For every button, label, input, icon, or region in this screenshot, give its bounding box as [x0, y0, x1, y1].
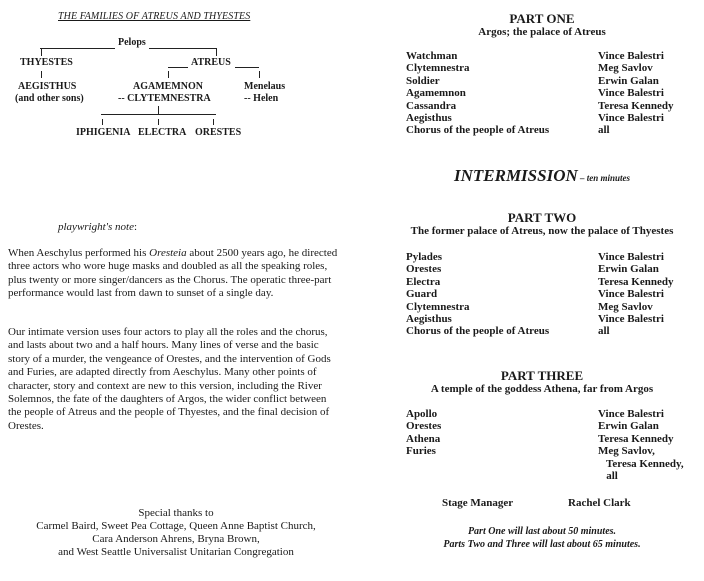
cast-role: Athena — [406, 432, 441, 445]
cast-actor: Teresa Kennedy, — [598, 457, 684, 470]
cast-role: Soldier — [406, 74, 440, 87]
cast-row — [406, 263, 696, 275]
tree-node-agamemnon: AGAMEMNON — [133, 81, 203, 92]
cast-row — [406, 313, 696, 325]
cast-actor: Erwin Galan — [598, 420, 659, 433]
tree-node-aegisthus: AEGISTHUS — [18, 81, 77, 92]
note-text: When Aeschylus performed his — [8, 247, 150, 259]
cast-actor: Erwin Galan — [598, 74, 659, 87]
note-heading-text: playwright's note — [58, 221, 134, 233]
tree-node-orestes: ORESTES — [195, 127, 242, 138]
cast-row — [406, 445, 696, 457]
cast-actor: Vince Balestri — [598, 50, 664, 62]
cast-actor: Meg Savlov — [598, 62, 653, 75]
cast-actor: Vince Balestri — [598, 111, 664, 124]
duration-note: Parts Two and Three will last about 65 minutes. — [443, 539, 641, 550]
tree-line — [213, 119, 214, 125]
duration-note: Part One will last about 50 minutes. — [467, 526, 617, 537]
cast-row — [406, 458, 696, 470]
note-paragraph-1 — [8, 247, 338, 301]
tree-line — [41, 49, 42, 56]
tree-line — [168, 71, 169, 78]
cast-role: Agamemnon — [406, 87, 466, 100]
cast-role: Cassandra — [406, 99, 457, 112]
tree-node-iphigenia: IPHIGENIA — [76, 127, 131, 138]
cast-actor: Vince Balestri — [598, 288, 664, 301]
cast-list — [406, 251, 696, 338]
cast-list — [406, 50, 696, 137]
cast-role: Pylades — [406, 251, 443, 263]
cast-row — [406, 276, 696, 288]
cast-actor: Vince Balestri — [598, 408, 664, 420]
tree-line — [101, 114, 216, 115]
cast-role: Orestes — [406, 263, 442, 276]
tree-node-aegisthus-note: (and other sons) — [15, 93, 84, 104]
note-paragraph-2: Our intimate version uses four actors to play all the roles and the chorus, and lasts about two and a half hours. Many lines of verse and the basic story of a murder, the vengeance of Orestes, and the intervention of Gods and Furies, are adapted directly from Aeschylus. Many other points of character, story and context are new to this version, including the River Solemnos, the fate of the daughters of Argos, the wider conflict between the people of Atreus and the people of Thyestes, and the final decision of Orestes. — [8, 326, 331, 432]
tree-line — [149, 48, 217, 49]
tree-node-pelops: Pelops — [118, 37, 146, 48]
cast-actor: Meg Savlov, — [598, 445, 655, 458]
thanks-line: and West Seattle Universalist Unitarian Congregation — [58, 546, 294, 558]
cast-actor: Vince Balestri — [598, 312, 664, 325]
tree-line — [40, 48, 115, 49]
cast-row — [406, 288, 696, 300]
thanks-line: Carmel Baird, Sweet Pea Cottage, Queen Anne Baptist Church, — [36, 520, 316, 532]
cast-role: Furies — [406, 445, 436, 458]
cast-actor: Erwin Galan — [598, 263, 659, 276]
part-setting: Argos; the palace of Atreus — [478, 26, 606, 38]
note-play-title: Oresteia — [149, 247, 187, 259]
part-title: PART ONE — [509, 11, 575, 26]
stage-manager-label: Stage Manager — [442, 497, 514, 509]
part-title: PART THREE — [500, 368, 584, 383]
cast-row — [406, 62, 696, 74]
intermission-duration: – ten minutes — [577, 173, 631, 183]
family-tree-title: THE FAMILIES OF ATREUS AND THYESTES — [58, 11, 251, 22]
cast-role: Electra — [406, 275, 441, 288]
tree-node-menelaus: Menelaus — [244, 81, 286, 92]
cast-actor: Teresa Kennedy — [598, 275, 674, 288]
tree-line — [168, 67, 188, 68]
cast-row — [406, 124, 696, 136]
part-setting: A temple of the goddess Athena, far from Argos — [430, 383, 654, 395]
cast-row — [406, 50, 696, 62]
cast-row — [406, 251, 696, 263]
cast-row — [406, 301, 696, 313]
part-title: PART TWO — [507, 210, 577, 225]
cast-row — [406, 100, 696, 112]
tree-line — [102, 119, 103, 125]
cast-row — [406, 433, 696, 445]
tree-line — [216, 49, 217, 56]
tree-line — [41, 71, 42, 78]
tree-node-clytemnestra: -- CLYTEMNESTRA — [118, 93, 211, 104]
tree-line — [158, 119, 159, 125]
cast-actor: Meg Savlov — [598, 300, 653, 313]
cast-actor: all — [598, 469, 618, 482]
cast-actor: Vince Balestri — [598, 87, 664, 100]
cast-role: Clytemnestra — [406, 62, 470, 75]
note-text: about 2500 years ago, he directed three actors who wore huge masks and doubled as all the speaking roles, plus twenty or more singer/dancers as the Chorus. The operatic three-part performance would last from dawn to sunset of a single day. — [8, 247, 338, 300]
tree-node-electra: ELECTRA — [138, 127, 187, 138]
cast-actor: all — [598, 124, 610, 137]
cast-role — [406, 470, 598, 482]
tree-node-helen: -- Helen — [244, 93, 279, 104]
cast-role: Clytemnestra — [406, 300, 470, 313]
thanks-line: Cara Anderson Ahrens, Bryna Brown, — [92, 533, 260, 545]
cast-row — [406, 420, 696, 432]
cast-row — [406, 112, 696, 124]
cast-row — [406, 325, 696, 337]
cast-row — [406, 408, 696, 420]
cast-role: Chorus of the people of Atreus — [406, 325, 550, 338]
cast-actor: Teresa Kennedy — [598, 99, 674, 112]
note-heading-colon: : — [134, 221, 138, 233]
cast-role: Apollo — [406, 408, 438, 420]
cast-row — [406, 470, 696, 482]
tree-line — [259, 71, 260, 78]
tree-line — [158, 106, 159, 114]
cast-role — [406, 458, 598, 470]
stage-manager-name: Rachel Clark — [568, 497, 631, 509]
thanks-heading: Special thanks to — [138, 507, 214, 519]
tree-node-atreus: ATREUS — [191, 57, 231, 68]
intermission-label: INTERMISSION — [453, 166, 578, 185]
cast-role: Orestes — [406, 420, 442, 433]
cast-role: Aegisthus — [406, 312, 452, 325]
note-heading — [58, 221, 137, 233]
cast-list — [406, 408, 696, 482]
cast-role: Watchman — [406, 50, 458, 62]
cast-role: Aegisthus — [406, 111, 452, 124]
cast-role: Guard — [406, 288, 438, 301]
cast-row — [406, 75, 696, 87]
cast-role: Chorus of the people of Atreus — [406, 124, 550, 137]
cast-actor: all — [598, 325, 610, 338]
tree-node-thyestes: THYESTES — [20, 57, 73, 68]
cast-actor: Teresa Kennedy — [598, 432, 674, 445]
part-setting: The former palace of Atreus, now the palace of Thyestes — [410, 225, 674, 237]
intermission — [380, 166, 704, 186]
cast-actor: Vince Balestri — [598, 251, 664, 263]
tree-line — [235, 67, 259, 68]
cast-row — [406, 87, 696, 99]
